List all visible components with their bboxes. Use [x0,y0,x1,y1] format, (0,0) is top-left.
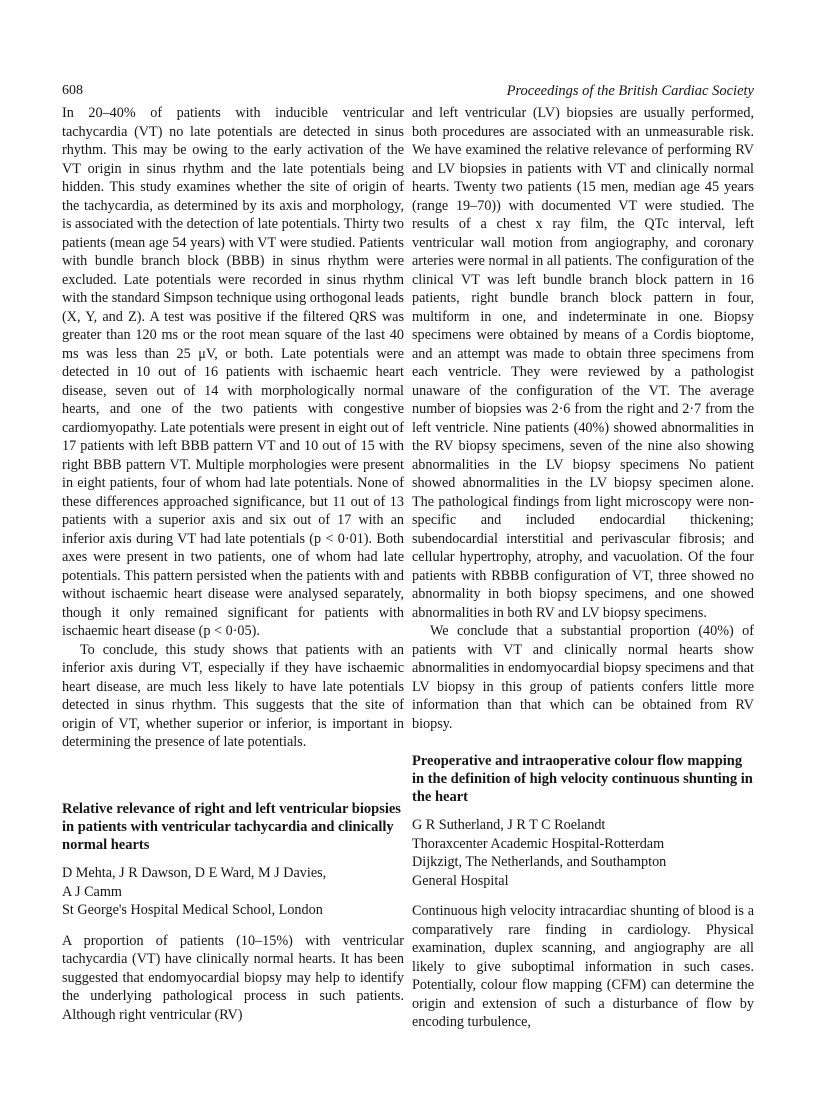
continuation-paragraph-2: To conclude, this study shows that patients with an inferior axis during VT, especially if they have ischaemic heart disease, are much less likely to have late potentials detected in sinus rhythm. This suggests that the site of origin of VT, whether superior or inferior, is important in determining the presence of late potentials. [62,641,404,750]
left-column [62,104,404,752]
abstract-cfm-paragraph: Continuous high velocity intracardiac shunting of blood is a comparatively rare finding in cardiology. Physical examination, duplex scanning, and angiography are all likely to give suboptimal information in such cases. Potentially, colour flow mapping (CFM) can determine the origin and extension of such a disturbance of flow by encoding turbulence, [412,903,754,1030]
page-number: 608 [62,83,83,98]
abstract-cfm-affiliation-line2: Dijkzigt, The Netherlands, and Southampton [412,854,667,870]
right-column [412,104,754,733]
abstract-cfm-authors: G R Sutherland, J R T C Roelandt [412,817,606,833]
abstract-biopsy-conclusion: We conclude that a substantial proportion (40%) of patients with VT and clinically normal hearts show abnormalities in endomyocardial biopsy specimens and that LV biopsy in this group of patients confers little more information than that which can be obtained from RV biopsy. [412,623,754,732]
continuation-paragraph-1: In 20–40% of patients with inducible ventricular tachycardia (VT) no late potentials are detected in sinus rhythm. This may be owing to the early activation of the VT origin in sinus rhythm and the late potentials being hidden. This study examines whether the site of origin of the tachycardia, as determined by its axis and morphology, is associated with the detection of late potentials. Thirty two patients (mean age 54 years) with VT were studied. Patients with bundle branch block (BBB) in sinus rhythm were excluded. Late potentials were recorded in sinus rhythm with the standard Simpson technique using orthogonal leads (X, Y, and Z). A test was positive if the filtered QRS was greater than 120 ms or the root mean square of the last 40 ms was less than 25 μV, or both. Late potentials were detected in 10 out of 16 patients with ischaemic heart disease, seven out of 14 with morphologically normal hearts, and one of the two patients with congestive cardiomyopathy. Late potentials were present in eight out of 17 patients with left BBB pattern VT and 10 out of 15 with right BBB pattern VT. Multiple morphologies were present in eight patients, four of whom had late potentials. None of these differences approached significance, but 11 out of 13 patients with a superior axis and six out of 17 with an inferior axis during VT had late potentials (p < 0·01). Both axes were present in two patients, one of whom had late potentials. This pattern persisted when the patients with and without ischaemic heart disease were analysed separately, though it only remained significant for patients with ischaemic heart disease (p < 0·05). [62,105,404,639]
abstract-biopsy-title: Relative relevance of right and left ventricular biopsies in patients with ventricular tachycardia and clinically normal hearts [62,801,401,853]
abstract-cfm-affiliation-line1: Thoraxcenter Academic Hospital-Rotterdam [412,835,665,852]
abstract-biopsy-paragraph-left: A proportion of patients (10–15%) with ventricular tachycardia (VT) have clinically normal hearts. It has been suggested that endomyocardial biopsy may help to identify the underlying pathological process in such patients. Although right ventricular (RV) [62,932,404,1023]
abstract-biopsy-affiliation: St George's Hospital Medical School, London [62,902,323,918]
abstract-biopsy-authors-line1: D Mehta, J R Dawson, D E Ward, M J Davies, [62,865,327,881]
abstract-biopsy [62,800,404,1024]
abstract-biopsy-authors [62,864,404,920]
abstract-cfm-affiliation-line3: General Hospital [412,872,509,889]
abstract-biopsy-authors-line2: A J Camm [62,883,122,900]
abstract-cfm [412,752,754,1032]
running-head: Proceedings of the British Cardiac Society [506,83,754,99]
abstract-cfm-title: Preoperative and intraoperative colour flow mapping in the definition of high velocity continuous shunting in the heart [412,753,753,805]
abstract-biopsy-paragraph-right: and left ventricular (LV) biopsies are usually performed, both procedures are associated with an unmeasurable risk. We have examined the relative relevance of performing RV and LV biopsies in patients with VT and clinically normal hearts. Twenty two patients (15 men, median age 45 years (range 19–70)) with documented VT were studied. The results of a chest x ray film, the QTc interval, left ventricular wall motion from angiography, and coronary arteries were normal in all patients. The configuration of the clinical VT was left bundle branch block pattern in 16 patients, right bundle branch block pattern in four, multiform in one, and indeterminate in one. Biopsy specimens were obtained by means of a Cordis bioptome, and an attempt was made to obtain three specimens from each ventricle. They were reviewed by a pathologist unaware of the configuration of the VT. The average number of biopsies was 2·6 from the right and 2·7 from the left ventricle. Nine patients (40%) showed abnormalities in the RV biopsy specimens, seven of the nine also showing abnormalities in the LV biopsy specimens No patient showed abnormalities in the LV biopsy specimen alone. The pathological findings from light microscopy were non-specific and included endocardial thickening; subendocardial interstitial and perivascular fibrosis; and cellular hypertrophy, atrophy, and vacuolation. Of the four patients with RBBB configuration of VT, three showed no abnormality in both biopsy specimens, and one showed abnormalities in both RV and LV biopsy specimens. [412,105,754,621]
